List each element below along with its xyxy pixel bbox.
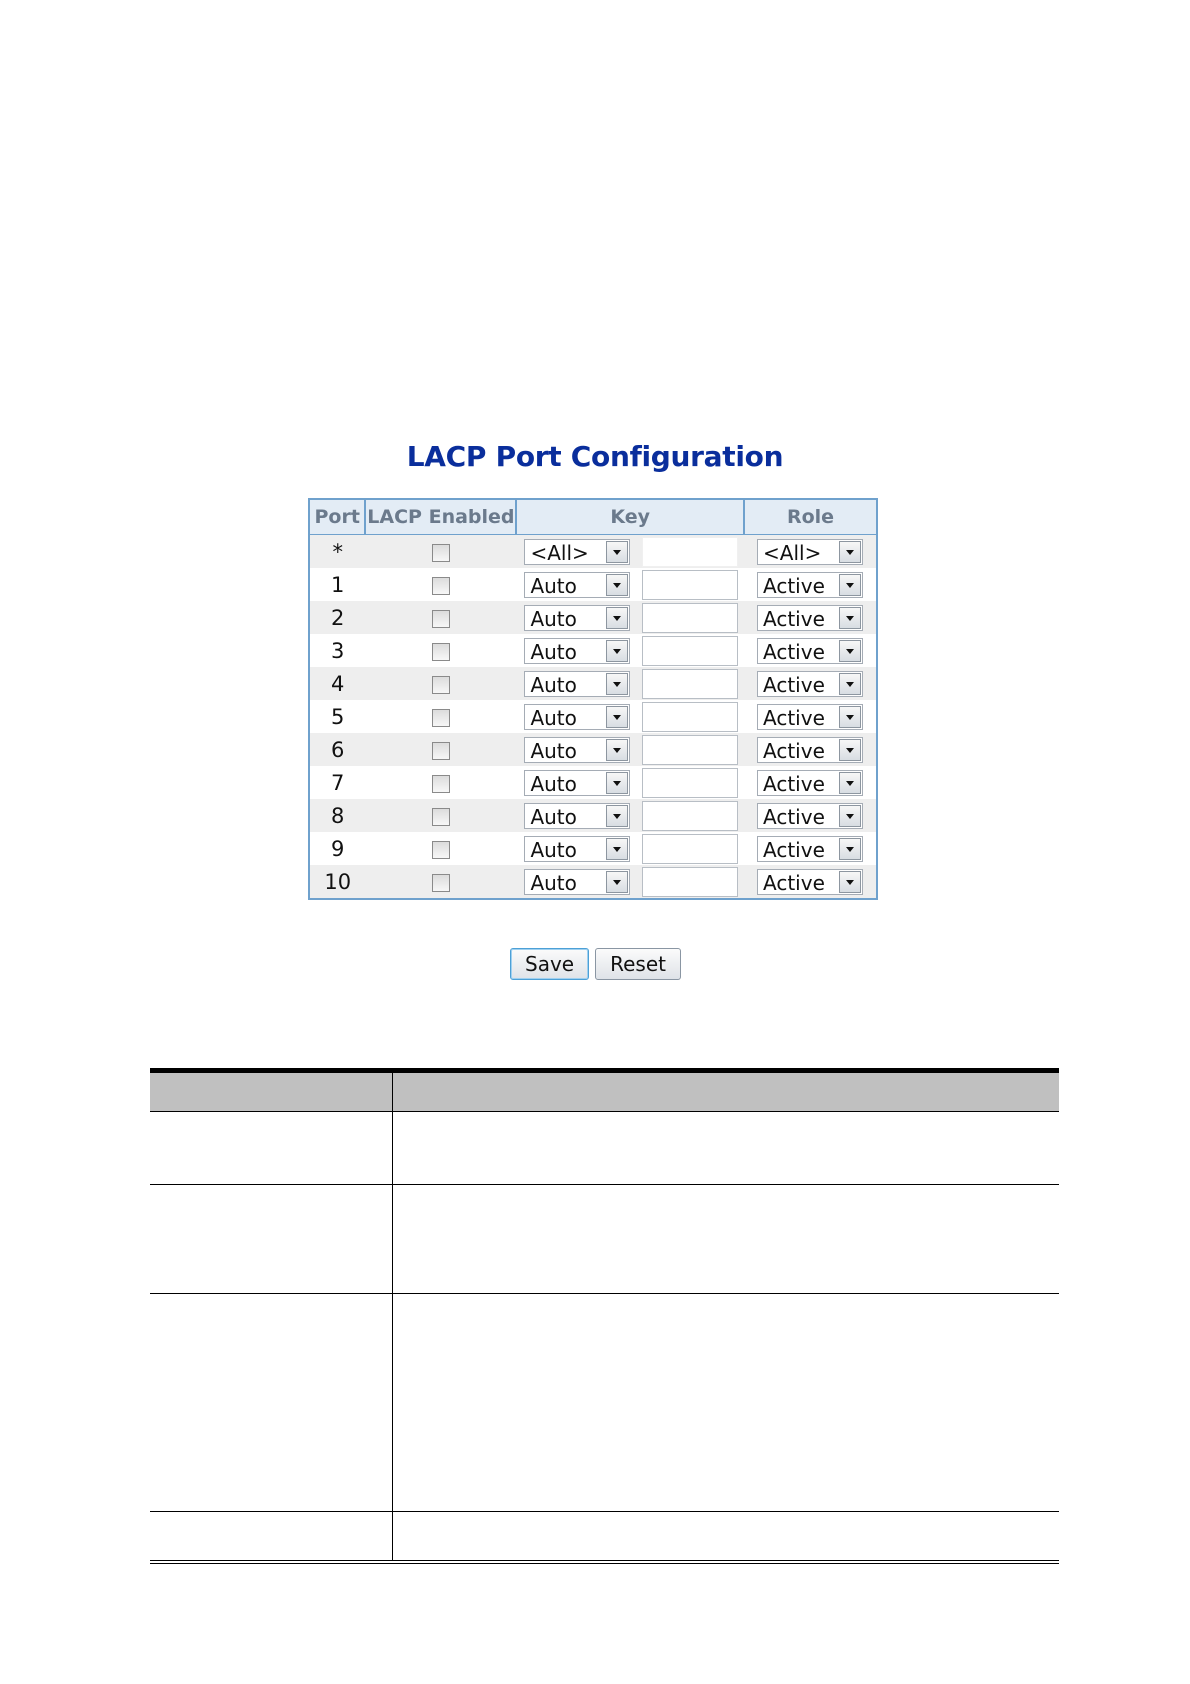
role-select[interactable]	[757, 803, 863, 829]
key-cell	[516, 832, 744, 865]
key-select-value: Auto	[530, 573, 577, 598]
key-value-input[interactable]	[642, 735, 738, 765]
table-row	[309, 766, 877, 799]
chevron-down-icon[interactable]	[839, 706, 861, 728]
lacp-enabled-checkbox[interactable]	[432, 808, 450, 826]
lacp-enabled-checkbox[interactable]	[432, 742, 450, 760]
table-row	[309, 832, 877, 865]
key-value-input[interactable]	[642, 669, 738, 699]
role-select-value: Active	[763, 705, 825, 730]
role-cell	[744, 601, 877, 634]
port-cell: 10	[309, 865, 365, 899]
key-select-value: <All>	[530, 540, 589, 565]
key-cell	[516, 568, 744, 601]
role-cell	[744, 700, 877, 733]
key-select[interactable]	[524, 704, 630, 730]
desc-header-object	[150, 1073, 392, 1112]
key-cell	[516, 601, 744, 634]
button-bar	[510, 948, 687, 980]
key-select[interactable]	[524, 671, 630, 697]
chevron-down-icon[interactable]	[606, 805, 628, 827]
lacp-enabled-checkbox[interactable]	[432, 841, 450, 859]
key-select[interactable]	[524, 803, 630, 829]
role-select[interactable]	[757, 869, 863, 895]
key-cell	[516, 634, 744, 667]
table-row-all	[309, 535, 877, 569]
chevron-down-icon[interactable]	[606, 871, 628, 893]
port-cell: 5	[309, 700, 365, 733]
role-select-value: Active	[763, 573, 825, 598]
chevron-down-icon[interactable]	[606, 838, 628, 860]
lacp-enabled-cell	[365, 535, 516, 569]
table-row	[309, 865, 877, 899]
key-cell	[516, 766, 744, 799]
table-row	[309, 799, 877, 832]
lacp-enabled-cell	[365, 733, 516, 766]
role-select-value: Active	[763, 639, 825, 664]
key-select-value: Auto	[530, 672, 577, 697]
key-value-input[interactable]	[642, 636, 738, 666]
table-row	[309, 601, 877, 634]
key-select[interactable]	[524, 638, 630, 664]
key-select[interactable]	[524, 770, 630, 796]
desc-row	[150, 1512, 1059, 1563]
role-cell	[744, 634, 877, 667]
role-cell	[744, 799, 877, 832]
table-row	[309, 634, 877, 667]
lacp-enabled-cell	[365, 667, 516, 700]
port-cell: 2	[309, 601, 365, 634]
lacp-enabled-checkbox[interactable]	[432, 544, 450, 562]
key-cell	[516, 733, 744, 766]
header-key: Key	[516, 499, 744, 535]
key-select[interactable]	[524, 737, 630, 763]
lacp-enabled-checkbox[interactable]	[432, 577, 450, 595]
lacp-enabled-checkbox[interactable]	[432, 610, 450, 628]
role-cell	[744, 568, 877, 601]
key-select[interactable]	[524, 572, 630, 598]
key-value-input[interactable]	[642, 570, 738, 600]
key-select-value: Auto	[530, 606, 577, 631]
port-cell: 4	[309, 667, 365, 700]
role-select[interactable]	[757, 605, 863, 631]
chevron-down-icon[interactable]	[839, 541, 861, 563]
reset-button[interactable]: Reset	[595, 948, 681, 980]
role-cell	[744, 832, 877, 865]
lacp-enabled-cell	[365, 766, 516, 799]
role-cell	[744, 865, 877, 899]
key-select[interactable]	[524, 869, 630, 895]
role-cell	[744, 667, 877, 700]
key-value-input[interactable]	[642, 768, 738, 798]
key-cell	[516, 700, 744, 733]
chevron-down-icon[interactable]	[839, 805, 861, 827]
lacp-enabled-checkbox[interactable]	[432, 775, 450, 793]
role-select[interactable]	[757, 638, 863, 664]
role-select[interactable]	[757, 539, 863, 565]
lacp-enabled-cell	[365, 799, 516, 832]
lacp-enabled-cell	[365, 634, 516, 667]
chevron-down-icon[interactable]	[839, 607, 861, 629]
key-select-value: Auto	[530, 639, 577, 664]
key-select-value: Auto	[530, 804, 577, 829]
lacp-enabled-checkbox[interactable]	[432, 874, 450, 892]
key-value-input[interactable]	[642, 834, 738, 864]
key-select-value: Auto	[530, 771, 577, 796]
key-cell	[516, 667, 744, 700]
key-select-value: Auto	[530, 738, 577, 763]
chevron-down-icon[interactable]	[606, 772, 628, 794]
chevron-down-icon[interactable]	[606, 574, 628, 596]
role-select-value: Active	[763, 771, 825, 796]
key-select[interactable]	[524, 539, 630, 565]
key-value-input[interactable]	[642, 867, 738, 897]
key-cell	[516, 799, 744, 832]
lacp-enabled-cell	[365, 568, 516, 601]
chevron-down-icon[interactable]	[606, 607, 628, 629]
role-cell	[744, 766, 877, 799]
chevron-down-icon[interactable]	[839, 772, 861, 794]
key-value-input[interactable]	[642, 801, 738, 831]
lacp-enabled-cell	[365, 700, 516, 733]
role-cell	[744, 733, 877, 766]
port-cell: 8	[309, 799, 365, 832]
description-table	[150, 1068, 1059, 1564]
chevron-down-icon[interactable]	[839, 574, 861, 596]
port-cell: 3	[309, 634, 365, 667]
save-button[interactable]: Save	[510, 948, 589, 980]
key-cell	[516, 865, 744, 899]
chevron-down-icon[interactable]	[606, 706, 628, 728]
key-select-value: Auto	[530, 705, 577, 730]
lacp-enabled-checkbox[interactable]	[432, 676, 450, 694]
port-cell: 7	[309, 766, 365, 799]
chevron-down-icon[interactable]	[839, 838, 861, 860]
chevron-down-icon[interactable]	[839, 871, 861, 893]
desc-row	[150, 1294, 1059, 1512]
key-cell	[516, 535, 744, 569]
desc-row	[150, 1185, 1059, 1294]
chevron-down-icon[interactable]	[606, 673, 628, 695]
key-select-value: Auto	[530, 837, 577, 862]
role-select-value: <All>	[763, 540, 822, 565]
role-select[interactable]	[757, 770, 863, 796]
header-lacp-enabled: LACP Enabled	[365, 499, 516, 535]
page-title: LACP Port Configuration	[406, 440, 784, 473]
role-select[interactable]	[757, 572, 863, 598]
key-value-input[interactable]	[642, 702, 738, 732]
key-select[interactable]	[524, 836, 630, 862]
desc-row	[150, 1112, 1059, 1185]
lacp-enabled-cell	[365, 832, 516, 865]
table-row	[309, 568, 877, 601]
header-role: Role	[744, 499, 877, 535]
lacp-enabled-cell	[365, 601, 516, 634]
role-select[interactable]	[757, 737, 863, 763]
lacp-port-table	[308, 498, 878, 900]
key-select[interactable]	[524, 605, 630, 631]
table-row	[309, 700, 877, 733]
chevron-down-icon[interactable]	[839, 673, 861, 695]
role-select-value: Active	[763, 837, 825, 862]
port-cell: 9	[309, 832, 365, 865]
chevron-down-icon[interactable]	[839, 640, 861, 662]
role-select[interactable]	[757, 671, 863, 697]
chevron-down-icon[interactable]	[606, 640, 628, 662]
lacp-enabled-checkbox[interactable]	[432, 709, 450, 727]
role-select[interactable]	[757, 704, 863, 730]
key-value-input[interactable]	[642, 603, 738, 633]
desc-header-description	[392, 1073, 1059, 1112]
chevron-down-icon[interactable]	[606, 739, 628, 761]
chevron-down-icon[interactable]	[606, 541, 628, 563]
port-cell: 6	[309, 733, 365, 766]
port-cell: 1	[309, 568, 365, 601]
role-select-value: Active	[763, 672, 825, 697]
role-select[interactable]	[757, 836, 863, 862]
role-select-value: Active	[763, 606, 825, 631]
table-row	[309, 733, 877, 766]
role-select-value: Active	[763, 738, 825, 763]
lacp-enabled-cell	[365, 865, 516, 899]
role-select-value: Active	[763, 870, 825, 895]
header-port: Port	[309, 499, 365, 535]
key-select-value: Auto	[530, 870, 577, 895]
role-cell	[744, 535, 877, 569]
port-cell: *	[309, 535, 365, 569]
table-row	[309, 667, 877, 700]
lacp-enabled-checkbox[interactable]	[432, 643, 450, 661]
role-select-value: Active	[763, 804, 825, 829]
key-value-input[interactable]	[642, 537, 738, 567]
chevron-down-icon[interactable]	[839, 739, 861, 761]
